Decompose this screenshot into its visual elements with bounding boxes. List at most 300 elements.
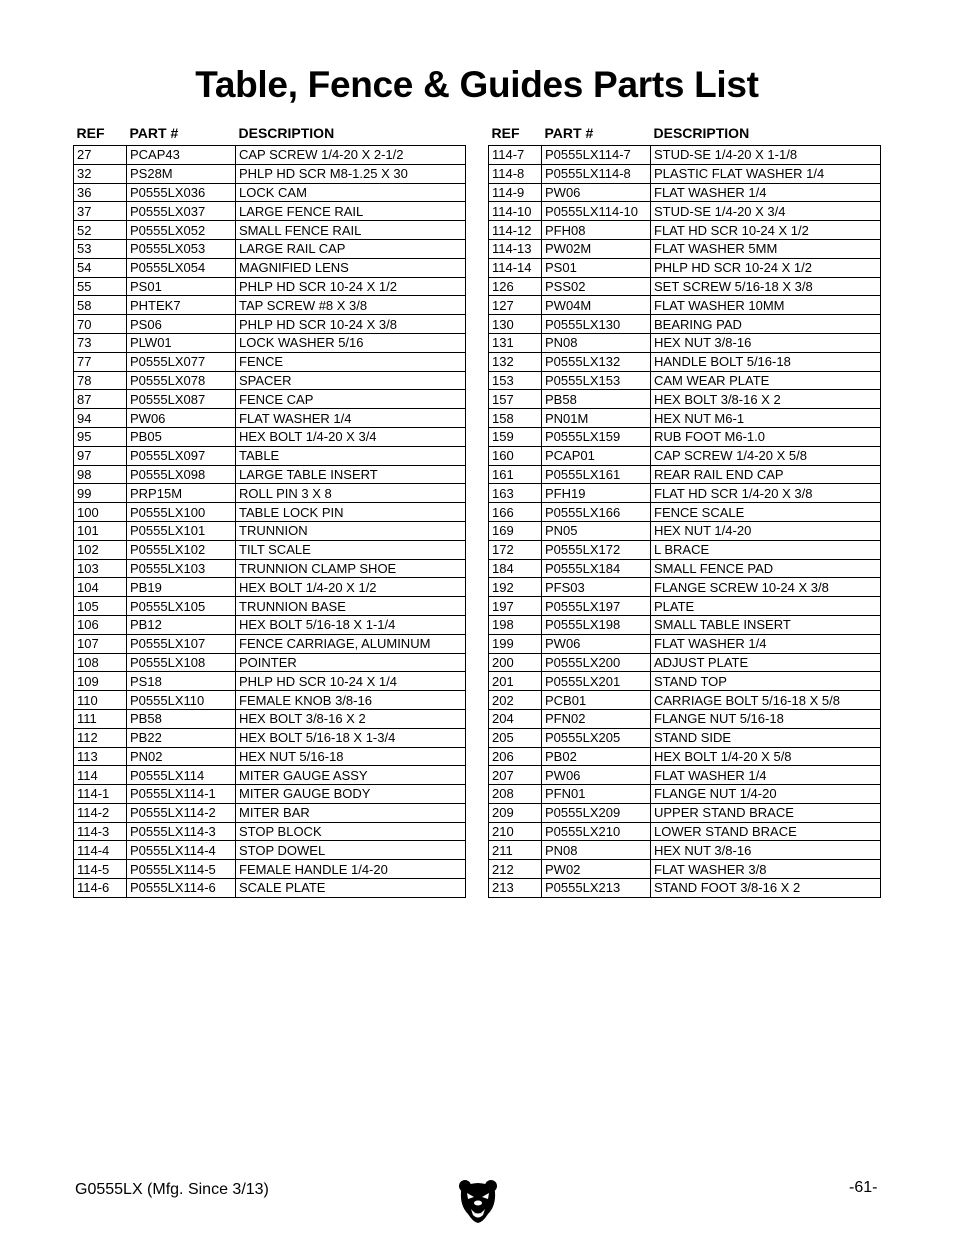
table-row <box>489 315 881 334</box>
table-row <box>489 427 881 446</box>
cell-description: HANDLE BOLT 5/16-18 <box>651 352 881 371</box>
cell-ref: 111 <box>74 709 127 728</box>
cell-ref: 169 <box>489 521 542 540</box>
cell-description: PHLP HD SCR 10-24 X 1/4 <box>236 672 466 691</box>
table-row <box>74 258 466 277</box>
cell-description: STAND TOP <box>651 672 881 691</box>
table-row <box>74 390 466 409</box>
cell-ref: 99 <box>74 484 127 503</box>
table-row <box>74 352 466 371</box>
cell-description: MITER GAUGE BODY <box>236 785 466 804</box>
cell-description: REAR RAIL END CAP <box>651 465 881 484</box>
table-row <box>489 559 881 578</box>
cell-description: STOP DOWEL <box>236 841 466 860</box>
cell-ref: 103 <box>74 559 127 578</box>
table-row <box>489 164 881 183</box>
parts-table-right-body <box>489 146 881 898</box>
cell-ref: 166 <box>489 503 542 522</box>
table-row <box>489 258 881 277</box>
cell-ref: 100 <box>74 503 127 522</box>
cell-description: L BRACE <box>651 540 881 559</box>
cell-description: CARRIAGE BOLT 5/16-18 X 5/8 <box>651 691 881 710</box>
table-row <box>74 503 466 522</box>
cell-ref: 211 <box>489 841 542 860</box>
table-row <box>489 296 881 315</box>
parts-table-left-body <box>74 146 466 898</box>
table-row <box>74 446 466 465</box>
cell-description: FENCE CARRIAGE, ALUMINUM <box>236 634 466 653</box>
table-row <box>489 352 881 371</box>
table-row <box>74 221 466 240</box>
cell-description: FLANGE NUT 5/16-18 <box>651 709 881 728</box>
cell-ref: 192 <box>489 578 542 597</box>
cell-description: BEARING PAD <box>651 315 881 334</box>
table-row <box>74 465 466 484</box>
table-row <box>489 615 881 634</box>
cell-description: TILT SCALE <box>236 540 466 559</box>
cell-part-number: PB12 <box>127 615 236 634</box>
cell-description: HEX BOLT 5/16-18 X 1-3/4 <box>236 728 466 747</box>
cell-ref: 113 <box>74 747 127 766</box>
cell-part-number: PB19 <box>127 578 236 597</box>
cell-ref: 157 <box>489 390 542 409</box>
cell-description: LARGE TABLE INSERT <box>236 465 466 484</box>
cell-part-number: P0555LX110 <box>127 691 236 710</box>
cell-description: FENCE CAP <box>236 390 466 409</box>
cell-ref: 114-7 <box>489 146 542 165</box>
header-description: DESCRIPTION <box>238 125 335 141</box>
cell-part-number: P0555LX102 <box>127 540 236 559</box>
cell-part-number: P0555LX114-4 <box>127 841 236 860</box>
cell-part-number: PLW01 <box>127 333 236 352</box>
cell-part-number: P0555LX205 <box>542 728 651 747</box>
cell-ref: 94 <box>74 409 127 428</box>
cell-ref: 73 <box>74 333 127 352</box>
cell-description: FLAT WASHER 3/8 <box>651 860 881 879</box>
parts-table-left <box>73 123 466 898</box>
cell-description: CAP SCREW 1/4-20 X 2-1/2 <box>236 146 466 165</box>
table-row <box>74 803 466 822</box>
cell-part-number: P0555LX114-5 <box>127 860 236 879</box>
cell-description: SET SCREW 5/16-18 X 3/8 <box>651 277 881 296</box>
table-row <box>489 202 881 221</box>
cell-description: FLAT WASHER 1/4 <box>236 409 466 428</box>
table-row <box>489 653 881 672</box>
cell-part-number: P0555LX077 <box>127 352 236 371</box>
table-row <box>74 672 466 691</box>
cell-description: HEX BOLT 1/4-20 X 5/8 <box>651 747 881 766</box>
table-row <box>489 465 881 484</box>
cell-part-number: P0555LX200 <box>542 653 651 672</box>
cell-part-number: PB22 <box>127 728 236 747</box>
cell-ref: 160 <box>489 446 542 465</box>
cell-description: HEX NUT 5/16-18 <box>236 747 466 766</box>
cell-ref: 172 <box>489 540 542 559</box>
cell-description: HEX BOLT 5/16-18 X 1-1/4 <box>236 615 466 634</box>
cell-ref: 98 <box>74 465 127 484</box>
header-part: PART # <box>129 125 179 141</box>
cell-description: FENCE <box>236 352 466 371</box>
cell-ref: 114-9 <box>489 183 542 202</box>
table-row <box>74 427 466 446</box>
table-header-row <box>489 123 881 146</box>
cell-ref: 37 <box>74 202 127 221</box>
table-row <box>74 691 466 710</box>
cell-part-number: P0555LX114-8 <box>542 164 651 183</box>
cell-description: LOCK WASHER 5/16 <box>236 333 466 352</box>
cell-description: STAND SIDE <box>651 728 881 747</box>
table-row <box>74 484 466 503</box>
cell-part-number: PN02 <box>127 747 236 766</box>
cell-ref: 206 <box>489 747 542 766</box>
cell-ref: 197 <box>489 597 542 616</box>
table-row <box>489 409 881 428</box>
cell-part-number: P0555LX114-6 <box>127 879 236 898</box>
cell-part-number: P0555LX053 <box>127 239 236 258</box>
cell-part-number: P0555LX114-3 <box>127 822 236 841</box>
cell-description: LOWER STAND BRACE <box>651 822 881 841</box>
cell-description: PHLP HD SCR 10-24 X 3/8 <box>236 315 466 334</box>
cell-ref: 110 <box>74 691 127 710</box>
cell-description: HEX NUT 1/4-20 <box>651 521 881 540</box>
cell-description: FLAT HD SCR 10-24 X 1/2 <box>651 221 881 240</box>
cell-part-number: P0555LX132 <box>542 352 651 371</box>
table-row <box>489 860 881 879</box>
cell-part-number: P0555LX198 <box>542 615 651 634</box>
table-row <box>74 728 466 747</box>
page-title: Table, Fence & Guides Parts List <box>195 64 759 105</box>
cell-ref: 199 <box>489 634 542 653</box>
footer-model: G0555LX (Mfg. Since 3/13) <box>75 1181 269 1198</box>
bear-head-logo-icon <box>458 1178 498 1224</box>
cell-part-number: P0555LX078 <box>127 371 236 390</box>
cell-description: FLANGE SCREW 10-24 X 3/8 <box>651 578 881 597</box>
cell-part-number: PW06 <box>542 183 651 202</box>
cell-description: ADJUST PLATE <box>651 653 881 672</box>
cell-part-number: P0555LX114-2 <box>127 803 236 822</box>
cell-ref: 114-2 <box>74 803 127 822</box>
cell-part-number: P0555LX108 <box>127 653 236 672</box>
cell-description: CAP SCREW 1/4-20 X 5/8 <box>651 446 881 465</box>
cell-part-number: PCAP43 <box>127 146 236 165</box>
table-row <box>74 785 466 804</box>
cell-part-number: P0555LX097 <box>127 446 236 465</box>
cell-part-number: PS01 <box>127 277 236 296</box>
cell-description: TRUNNION CLAMP SHOE <box>236 559 466 578</box>
cell-part-number: P0555LX114-10 <box>542 202 651 221</box>
table-row <box>74 315 466 334</box>
cell-description: PHLP HD SCR 10-24 X 1/2 <box>651 258 881 277</box>
cell-ref: 202 <box>489 691 542 710</box>
cell-part-number: PW04M <box>542 296 651 315</box>
table-row <box>74 277 466 296</box>
cell-ref: 127 <box>489 296 542 315</box>
cell-description: TRUNNION <box>236 521 466 540</box>
cell-description: STUD-SE 1/4-20 X 3/4 <box>651 202 881 221</box>
cell-ref: 104 <box>74 578 127 597</box>
cell-description: FLAT WASHER 5MM <box>651 239 881 258</box>
table-row <box>489 221 881 240</box>
cell-part-number: P0555LX197 <box>542 597 651 616</box>
cell-description: FEMALE KNOB 3/8-16 <box>236 691 466 710</box>
cell-ref: 131 <box>489 333 542 352</box>
cell-part-number: PW02M <box>542 239 651 258</box>
table-row <box>74 578 466 597</box>
cell-description: HEX BOLT 3/8-16 X 2 <box>651 390 881 409</box>
cell-ref: 70 <box>74 315 127 334</box>
table-row <box>74 239 466 258</box>
cell-ref: 201 <box>489 672 542 691</box>
cell-ref: 107 <box>74 634 127 653</box>
cell-ref: 77 <box>74 352 127 371</box>
cell-description: LARGE RAIL CAP <box>236 239 466 258</box>
cell-part-number: P0555LX161 <box>542 465 651 484</box>
cell-description: STOP BLOCK <box>236 822 466 841</box>
cell-part-number: PN08 <box>542 333 651 352</box>
cell-ref: 126 <box>489 277 542 296</box>
cell-part-number: P0555LX184 <box>542 559 651 578</box>
table-row <box>74 747 466 766</box>
cell-description: PLATE <box>651 597 881 616</box>
table-row <box>74 296 466 315</box>
table-row <box>74 879 466 898</box>
cell-description: FLAT HD SCR 1/4-20 X 3/8 <box>651 484 881 503</box>
cell-ref: 87 <box>74 390 127 409</box>
cell-description: MITER GAUGE ASSY <box>236 766 466 785</box>
cell-ref: 132 <box>489 352 542 371</box>
table-row <box>489 747 881 766</box>
cell-description: STAND FOOT 3/8-16 X 2 <box>651 879 881 898</box>
cell-ref: 105 <box>74 597 127 616</box>
header-part: PART # <box>544 125 594 141</box>
cell-ref: 130 <box>489 315 542 334</box>
cell-ref: 32 <box>74 164 127 183</box>
cell-ref: 114-4 <box>74 841 127 860</box>
cell-ref: 101 <box>74 521 127 540</box>
cell-part-number: PS28M <box>127 164 236 183</box>
cell-ref: 114-13 <box>489 239 542 258</box>
cell-part-number: P0555LX172 <box>542 540 651 559</box>
page-number: -61- <box>849 1179 878 1196</box>
cell-part-number: PB58 <box>542 390 651 409</box>
cell-description: FENCE SCALE <box>651 503 881 522</box>
cell-description: POINTER <box>236 653 466 672</box>
cell-ref: 114-3 <box>74 822 127 841</box>
cell-ref: 58 <box>74 296 127 315</box>
cell-ref: 210 <box>489 822 542 841</box>
cell-part-number: P0555LX159 <box>542 427 651 446</box>
cell-part-number: PFN02 <box>542 709 651 728</box>
table-row <box>489 766 881 785</box>
table-row <box>489 540 881 559</box>
cell-part-number: PFH19 <box>542 484 651 503</box>
header-description: DESCRIPTION <box>653 125 750 141</box>
table-row <box>74 597 466 616</box>
table-row <box>74 202 466 221</box>
table-row <box>489 503 881 522</box>
cell-description: SMALL TABLE INSERT <box>651 615 881 634</box>
cell-description: TABLE <box>236 446 466 465</box>
table-row <box>74 709 466 728</box>
cell-ref: 184 <box>489 559 542 578</box>
cell-part-number: P0555LX210 <box>542 822 651 841</box>
cell-part-number: PW02 <box>542 860 651 879</box>
cell-part-number: PSS02 <box>542 277 651 296</box>
cell-part-number: P0555LX209 <box>542 803 651 822</box>
cell-description: MITER BAR <box>236 803 466 822</box>
table-row <box>489 803 881 822</box>
table-row <box>74 333 466 352</box>
cell-description: FLAT WASHER 1/4 <box>651 766 881 785</box>
cell-ref: 114-5 <box>74 860 127 879</box>
table-row <box>489 521 881 540</box>
table-row <box>74 521 466 540</box>
cell-description: PHLP HD SCR 10-24 X 1/2 <box>236 277 466 296</box>
cell-part-number: PFN01 <box>542 785 651 804</box>
cell-ref: 114-6 <box>74 879 127 898</box>
cell-ref: 207 <box>489 766 542 785</box>
parts-table-right <box>488 123 881 898</box>
cell-ref: 161 <box>489 465 542 484</box>
cell-ref: 78 <box>74 371 127 390</box>
table-row <box>74 841 466 860</box>
cell-ref: 36 <box>74 183 127 202</box>
cell-part-number: P0555LX114 <box>127 766 236 785</box>
cell-ref: 55 <box>74 277 127 296</box>
cell-ref: 114 <box>74 766 127 785</box>
table-row <box>74 371 466 390</box>
table-header-row <box>74 123 466 146</box>
cell-part-number: PS06 <box>127 315 236 334</box>
cell-description: FLANGE NUT 1/4-20 <box>651 785 881 804</box>
cell-ref: 106 <box>74 615 127 634</box>
table-row <box>74 146 466 165</box>
cell-ref: 52 <box>74 221 127 240</box>
table-row <box>489 879 881 898</box>
table-row <box>74 860 466 879</box>
cell-ref: 95 <box>74 427 127 446</box>
cell-ref: 153 <box>489 371 542 390</box>
cell-description: HEX BOLT 1/4-20 X 1/2 <box>236 578 466 597</box>
cell-part-number: PS18 <box>127 672 236 691</box>
cell-description: PHLP HD SCR M8-1.25 X 30 <box>236 164 466 183</box>
cell-ref: 53 <box>74 239 127 258</box>
cell-part-number: PFH08 <box>542 221 651 240</box>
cell-part-number: P0555LX201 <box>542 672 651 691</box>
cell-description: MAGNIFIED LENS <box>236 258 466 277</box>
cell-part-number: P0555LX166 <box>542 503 651 522</box>
cell-ref: 208 <box>489 785 542 804</box>
cell-description: HEX NUT 3/8-16 <box>651 841 881 860</box>
cell-part-number: P0555LX037 <box>127 202 236 221</box>
table-row <box>74 183 466 202</box>
table-row <box>489 333 881 352</box>
cell-ref: 158 <box>489 409 542 428</box>
cell-description: TABLE LOCK PIN <box>236 503 466 522</box>
cell-ref: 198 <box>489 615 542 634</box>
cell-description: SCALE PLATE <box>236 879 466 898</box>
table-row <box>489 822 881 841</box>
cell-description: PLASTIC FLAT WASHER 1/4 <box>651 164 881 183</box>
table-row <box>74 653 466 672</box>
cell-part-number: P0555LX114-7 <box>542 146 651 165</box>
cell-part-number: PCB01 <box>542 691 651 710</box>
cell-ref: 97 <box>74 446 127 465</box>
table-row <box>489 672 881 691</box>
cell-description: TAP SCREW #8 X 3/8 <box>236 296 466 315</box>
table-row <box>489 146 881 165</box>
table-row <box>489 691 881 710</box>
cell-description: HEX BOLT 1/4-20 X 3/4 <box>236 427 466 446</box>
cell-description: SMALL FENCE PAD <box>651 559 881 578</box>
table-row <box>489 446 881 465</box>
cell-part-number: PN01M <box>542 409 651 428</box>
table-row <box>489 371 881 390</box>
cell-description: FLAT WASHER 1/4 <box>651 183 881 202</box>
cell-part-number: PFS03 <box>542 578 651 597</box>
cell-part-number: PB02 <box>542 747 651 766</box>
cell-ref: 205 <box>489 728 542 747</box>
cell-description: STUD-SE 1/4-20 X 1-1/8 <box>651 146 881 165</box>
cell-ref: 204 <box>489 709 542 728</box>
cell-ref: 27 <box>74 146 127 165</box>
table-row <box>489 709 881 728</box>
cell-part-number: P0555LX105 <box>127 597 236 616</box>
cell-description: HEX NUT M6-1 <box>651 409 881 428</box>
cell-ref: 112 <box>74 728 127 747</box>
cell-part-number: PCAP01 <box>542 446 651 465</box>
cell-ref: 163 <box>489 484 542 503</box>
table-row <box>489 597 881 616</box>
table-row <box>74 540 466 559</box>
cell-part-number: P0555LX098 <box>127 465 236 484</box>
table-row <box>74 634 466 653</box>
cell-description: HEX BOLT 3/8-16 X 2 <box>236 709 466 728</box>
table-row <box>74 615 466 634</box>
table-row <box>489 183 881 202</box>
table-row <box>489 841 881 860</box>
cell-ref: 114-8 <box>489 164 542 183</box>
cell-description: RUB FOOT M6-1.0 <box>651 427 881 446</box>
cell-ref: 209 <box>489 803 542 822</box>
table-row <box>74 559 466 578</box>
table-row <box>489 728 881 747</box>
table-row <box>74 766 466 785</box>
cell-part-number: PHTEK7 <box>127 296 236 315</box>
cell-part-number: P0555LX103 <box>127 559 236 578</box>
cell-description: LOCK CAM <box>236 183 466 202</box>
table-row <box>489 484 881 503</box>
cell-ref: 114-1 <box>74 785 127 804</box>
cell-description: FLAT WASHER 1/4 <box>651 634 881 653</box>
cell-part-number: PW06 <box>542 634 651 653</box>
cell-ref: 109 <box>74 672 127 691</box>
cell-ref: 213 <box>489 879 542 898</box>
cell-part-number: P0555LX130 <box>542 315 651 334</box>
cell-part-number: PW06 <box>127 409 236 428</box>
table-row <box>489 277 881 296</box>
cell-part-number: PS01 <box>542 258 651 277</box>
table-row <box>489 578 881 597</box>
cell-description: CAM WEAR PLATE <box>651 371 881 390</box>
cell-part-number: P0555LX036 <box>127 183 236 202</box>
cell-description: FLAT WASHER 10MM <box>651 296 881 315</box>
cell-ref: 159 <box>489 427 542 446</box>
table-row <box>74 164 466 183</box>
cell-description: LARGE FENCE RAIL <box>236 202 466 221</box>
cell-ref: 54 <box>74 258 127 277</box>
cell-part-number: PRP15M <box>127 484 236 503</box>
